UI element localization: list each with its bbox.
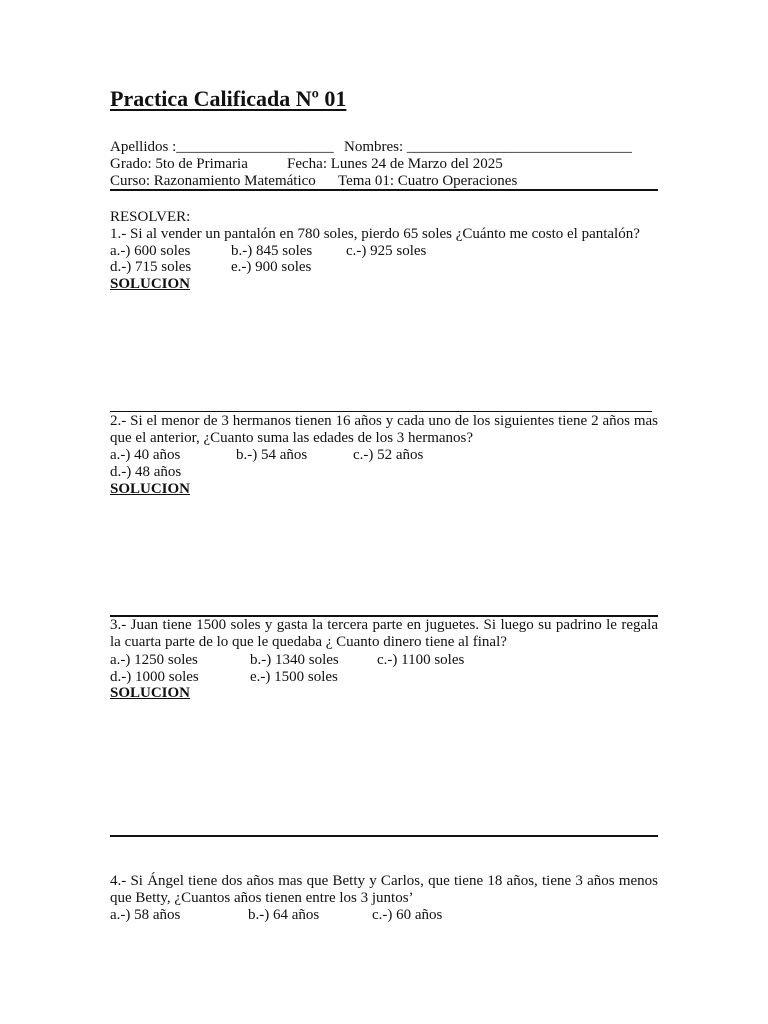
q1-option-b: b.-) 845 soles bbox=[231, 243, 313, 259]
question-1-text: 1.- Si al vender un pantalón en 780 soles, pierdo 65 soles ¿Cuánto me costo el pantalón? bbox=[110, 226, 640, 242]
q4-option-c: c.-) 60 años bbox=[372, 907, 443, 923]
q1-option-c: c.-) 925 soles bbox=[346, 243, 427, 259]
tema-label: Tema 01: Cuatro Operaciones bbox=[338, 173, 518, 189]
q3-divider bbox=[110, 835, 658, 837]
q3-solucion-label: SOLUCION bbox=[110, 685, 191, 701]
q3-option-d: d.-) 1000 soles bbox=[110, 669, 199, 685]
q2-option-a: a.-) 40 años bbox=[110, 447, 181, 463]
question-4-text: 4.- Si Ángel tiene dos años mas que Betty y Carlos, que tiene 18 años, tiene 3 años menos que Betty, ¿Cuantos años tienen entre los 3 juntos’ bbox=[110, 873, 658, 906]
apellidos-field: Apellidos :_____________________ bbox=[110, 139, 334, 155]
q2-solucion-label: SOLUCION bbox=[110, 481, 191, 497]
q4-option-a: a.-) 58 años bbox=[110, 907, 181, 923]
q3-option-e: e.-) 1500 soles bbox=[250, 669, 338, 685]
q1-option-d: d.-) 715 soles bbox=[110, 259, 192, 275]
q2-option-c: c.-) 52 años bbox=[353, 447, 424, 463]
q1-option-a: a.-) 600 soles bbox=[110, 243, 191, 259]
nombres-field: Nombres: ______________________________ bbox=[344, 139, 632, 155]
q1-divider bbox=[110, 411, 652, 412]
q2-option-b: b.-) 54 años bbox=[236, 447, 308, 463]
page-title: Practica Calificada Nº 01 bbox=[110, 86, 347, 111]
q2-option-d: d.-) 48 años bbox=[110, 464, 182, 480]
curso-label: Curso: Razonamiento Matemático bbox=[110, 173, 316, 189]
q1-option-e: e.-) 900 soles bbox=[231, 259, 312, 275]
header-divider bbox=[110, 189, 658, 191]
q3-option-b: b.-) 1340 soles bbox=[250, 652, 339, 668]
grado-label: Grado: 5to de Primaria bbox=[110, 156, 248, 172]
resolver-label: RESOLVER: bbox=[110, 209, 191, 225]
fecha-label: Fecha: Lunes 24 de Marzo del 2025 bbox=[287, 156, 503, 172]
question-3-text: 3.- Juan tiene 1500 soles y gasta la tercera parte en juguetes. Si luego su padrino le regala la cuarta parte de lo que le quedaba ¿ Cuanto dinero tiene al final? bbox=[110, 617, 658, 650]
q3-option-c: c.-) 1100 soles bbox=[377, 652, 465, 668]
question-2-text: 2.- Si el menor de 3 hermanos tienen 16 años y cada uno de los siguientes tiene 2 años mas que el anterior, ¿Cuanto suma las edades de los 3 hermanos? bbox=[110, 413, 658, 446]
q3-option-a: a.-) 1250 soles bbox=[110, 652, 198, 668]
q1-solucion-label: SOLUCION bbox=[110, 276, 191, 292]
q4-option-b: b.-) 64 años bbox=[248, 907, 320, 923]
